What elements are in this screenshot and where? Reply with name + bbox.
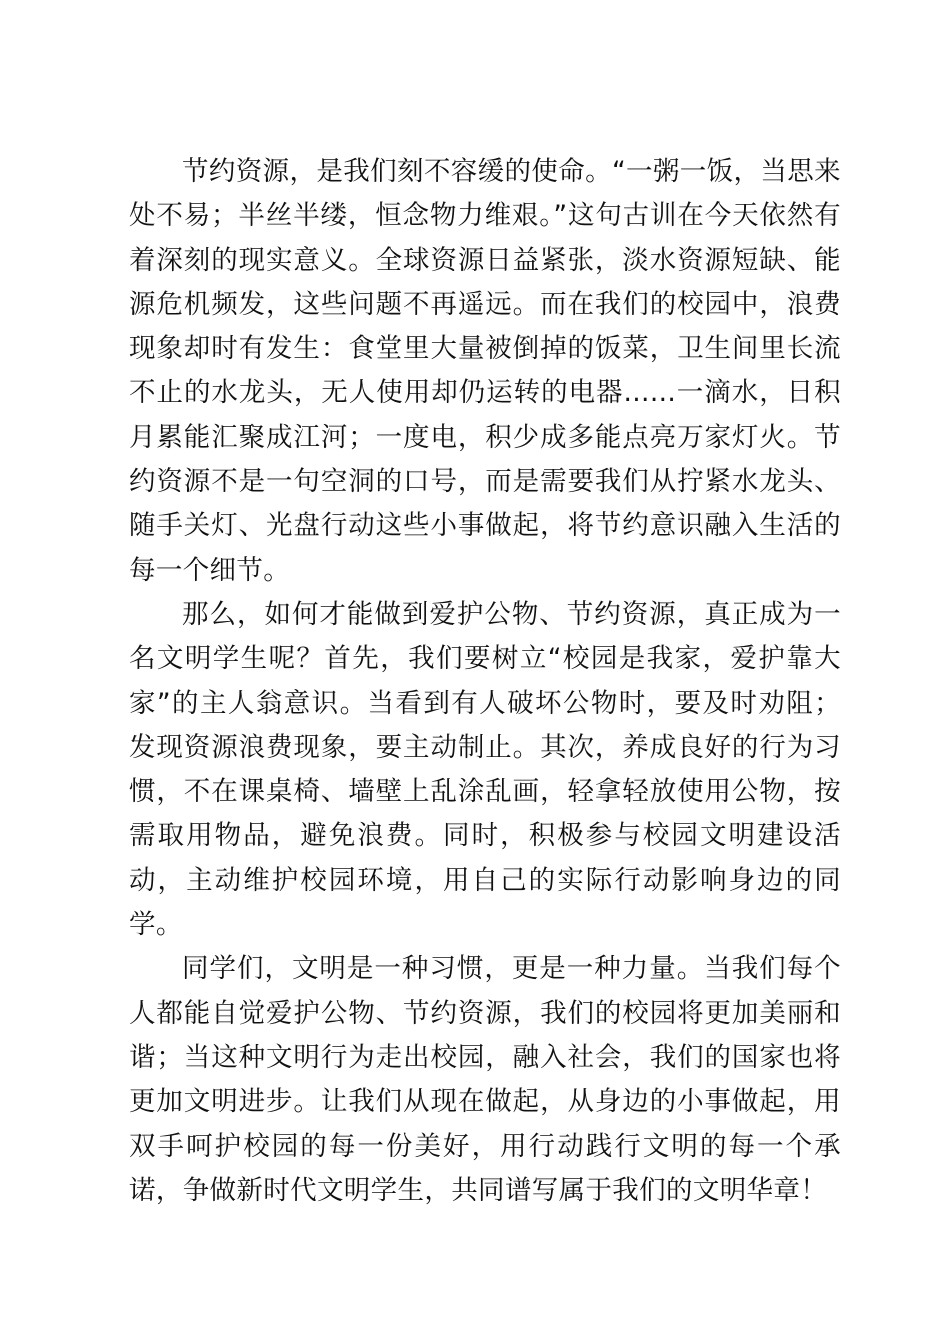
paragraph-1: 节约资源，是我们刻不容缓的使命。“一粥一饭，当思来处不易；半丝半缕，恒念物力维艰。”这句古训在今天依然有着深刻的现实意义。全球资源日益紧张，淡水资源短缺、能源危机频发，这些问题不再遥远。而在我们的校园中，浪费现象却时有发生：食堂里大量被倒掉的饭菜，卫生间里长流不止的水龙头，无人使用却仍运转的电器......一滴水，日积月累能汇聚成江河；一度电，积少成多能点亮万家灯火。节约资源不是一句空洞的口号，而是需要我们从拧紧水龙头、随手关灯、光盘行动这些小事做起，将节约意识融入生活的每一个细节。 xyxy=(129,156,841,586)
paragraph-2: 那么，如何才能做到爱护公物、节约资源，真正成为一名文明学生呢？首先，我们要树立“校园是我家，爱护靠大家”的主人翁意识。当看到有人破坏公物时，要及时劝阻；发现资源浪费现象，要主动制止。其次，养成良好的行为习惯，不在课桌椅、墙壁上乱涂乱画，轻拿轻放使用公物，按需取用物品，避免浪费。同时，积极参与校园文明建设活动，主动维护校园环境，用自己的实际行动影响身边的同学。 xyxy=(129,598,841,941)
paragraph-3: 同学们，文明是一种习惯，更是一种力量。当我们每个人都能自觉爱护公物、节约资源，我们的校园将更加美丽和谐；当这种文明行为走出校园，融入社会，我们的国家也将更加文明进步。让我们从现在做起，从身边的小事做起，用双手呵护校园的每一份美好，用行动践行文明的每一个承诺，争做新时代文明学生，共同谱写属于我们的文明华章！ xyxy=(129,953,841,1206)
document-body xyxy=(129,150,841,1213)
